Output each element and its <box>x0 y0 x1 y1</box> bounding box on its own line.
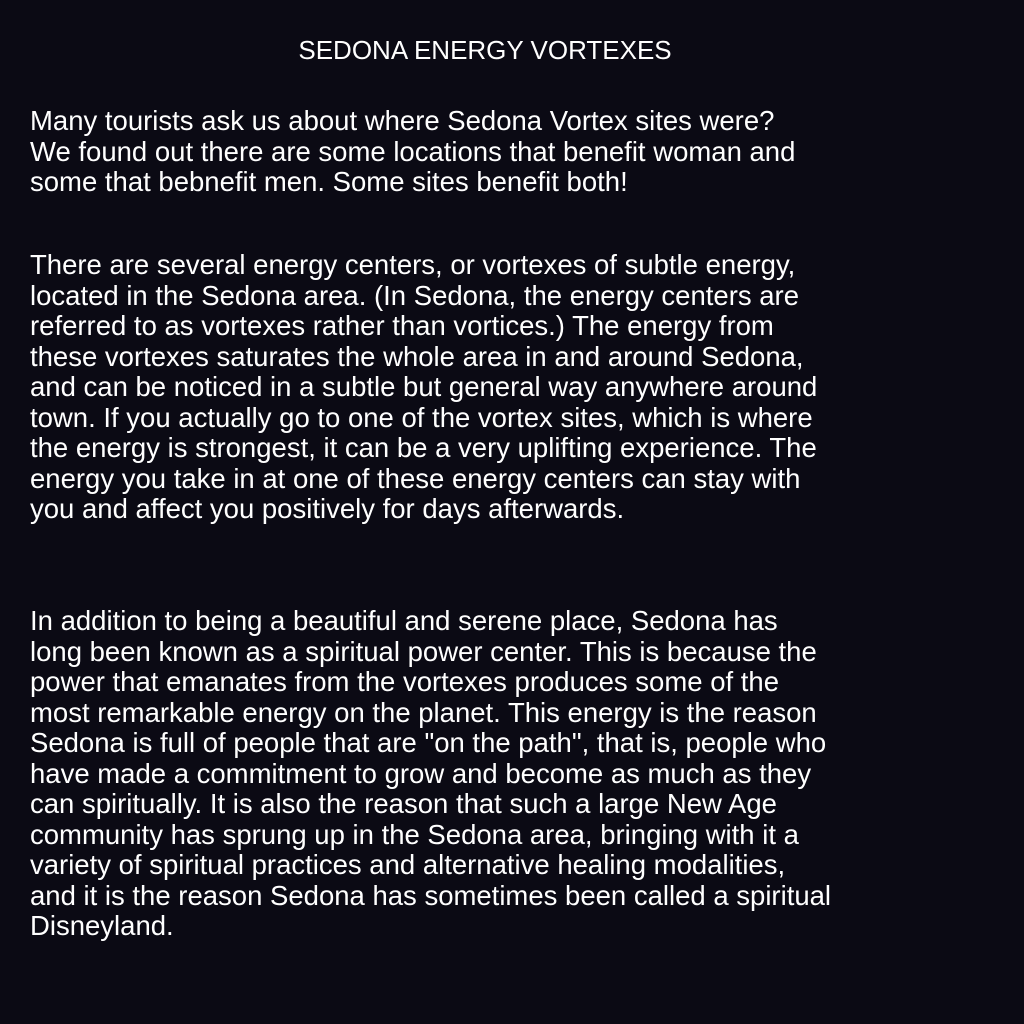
paragraph-intro <box>30 106 795 198</box>
paragraph-energy-centers <box>30 250 817 525</box>
text-line: most remarkable energy on the planet. This energy is the reason <box>30 696 817 728</box>
text-line: There are several energy centers, or vortexes of subtle energy, <box>30 249 796 280</box>
text-line: town. If you actually go to one of the vortex sites, which is where <box>30 401 813 433</box>
text-line: Sedona is full of people that are "on the path", that is, people who <box>30 727 827 758</box>
text-line: some that bebnefit men. Some sites benefit both! <box>30 166 628 197</box>
text-line: community has sprung up in the Sedona area, bringing with it a <box>30 818 799 850</box>
text-line: and can be noticed in a subtle but general way anywhere around <box>30 371 818 402</box>
text-line: referred to as vortexes rather than vortices.) The energy from <box>30 310 774 341</box>
text-line: power that emanates from the vortexes produces some of the <box>30 666 779 697</box>
text-line: We found out there are some locations that benefit woman and <box>30 135 796 167</box>
text-line: energy you take in at one of these energy centers can stay with <box>30 462 801 494</box>
text-line: Disneyland. <box>30 910 174 941</box>
document-title: SEDONA ENERGY VORTEXES <box>298 35 672 65</box>
text-line: variety of spiritual practices and alternative healing modalities, <box>30 849 786 880</box>
text-line: these vortexes saturates the whole area in and around Sedona, <box>30 340 804 372</box>
text-line: located in the Sedona area. (In Sedona, the energy centers are <box>30 279 799 311</box>
text-line: you and affect you positively for days afterwards. <box>30 493 625 524</box>
text-line: Many tourists ask us about where Sedona Vortex sites were? <box>30 105 775 136</box>
text-line: have made a commitment to grow and become as much as they <box>30 757 812 789</box>
paragraph-spiritual-center <box>30 606 831 942</box>
text-line: long been known as a spiritual power center. This is because the <box>30 635 817 667</box>
text-line: and it is the reason Sedona has sometimes been called a spiritual <box>30 879 832 911</box>
text-line: the energy is strongest, it can be a very uplifting experience. The <box>30 432 817 463</box>
text-line: can spiritually. It is also the reason that such a large New Age <box>30 788 777 819</box>
text-line: In addition to being a beautiful and serene place, Sedona has <box>30 605 778 636</box>
